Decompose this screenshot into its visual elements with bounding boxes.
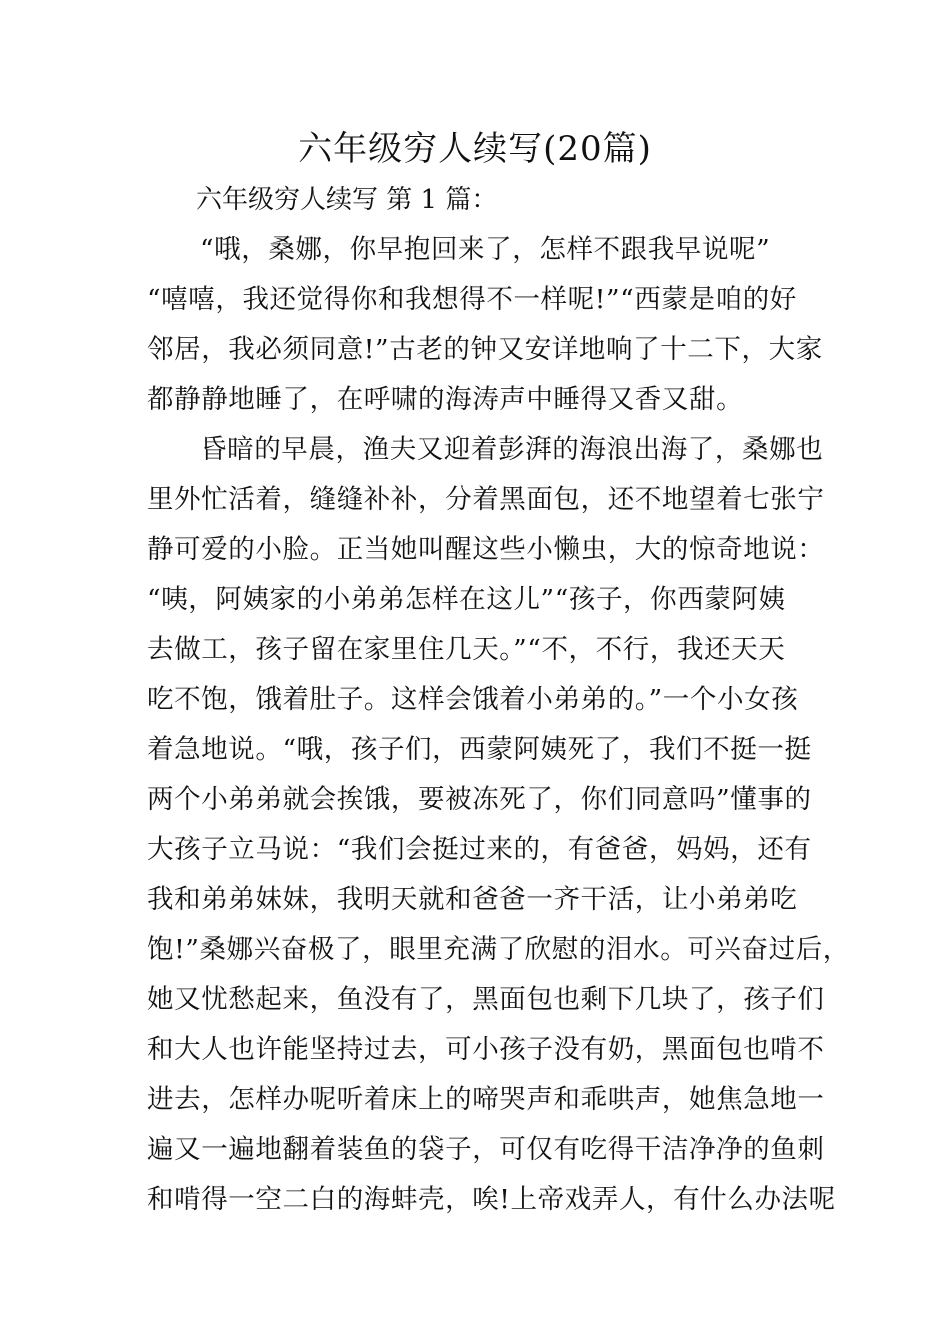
paragraph-line: 饱!”桑娜兴奋极了，眼里充满了欣慰的泪水。可兴奋过后， <box>147 934 850 965</box>
paragraph-line: 遍又一遍地翻着装鱼的袋子，可仅有吃得干洁净净的鱼刺 <box>147 1134 825 1165</box>
paragraph-line: 大孩子立马说：“我们会挺过来的，有爸爸，妈妈，还有 <box>147 834 812 865</box>
paragraph-line: 去做工，孩子留在家里住几天。”“不，不行，我还天天 <box>147 634 786 665</box>
paragraph-line: 邻居，我必须同意!”古老的钟又安详地响了十二下，大家 <box>147 334 823 365</box>
paragraph-line: 着急地说。“哦，孩子们，西蒙阿姨死了，我们不挺一挺 <box>147 734 812 765</box>
paragraph-line: “嘻嘻，我还觉得你和我想得不一样呢!”“西蒙是咱的好 <box>147 284 797 315</box>
paragraph-line: “哦，桑娜，你早抱回来了，怎样不跟我早说呢” <box>200 234 771 265</box>
paragraph-line: 两个小弟弟就会挨饿，要被冻死了，你们同意吗”懂事的 <box>147 784 812 815</box>
paragraph-line: “咦，阿姨家的小弟弟怎样在这儿”“孩子，你西蒙阿姨 <box>147 584 786 615</box>
paragraph-line: 吃不饱，饿着肚子。这样会饿着小弟弟的。”一个小女孩 <box>147 684 799 715</box>
paragraph-line: 她又忧愁起来，鱼没有了，黑面包也剩下几块了，孩子们 <box>147 984 825 1015</box>
paragraph-line: 里外忙活着，缝缝补补，分着黑面包，还不地望着七张宁 <box>147 484 825 515</box>
paragraph-line: 都静静地睡了，在呼啸的海涛声中睡得又香又甜。 <box>147 384 744 415</box>
paragraph-line: 昏暗的早晨，渔夫又迎着彭湃的海浪出海了，桑娜也 <box>200 434 824 465</box>
paragraph-line: 进去，怎样办呢听着床上的啼哭声和乖哄声，她焦急地一 <box>147 1084 825 1115</box>
paragraph-line: 和啃得一空二白的海蚌壳，唉!上帝戏弄人，有什么办法呢 <box>147 1184 836 1215</box>
article-subheading: 六年级穷人续写 第 1 篇： <box>196 185 498 215</box>
document-title: 六年级穷人续写(20篇) <box>298 129 652 169</box>
paragraph-line: 我和弟弟妹妹，我明天就和爸爸一齐干活，让小弟弟吃 <box>147 884 798 915</box>
paragraph-line: 和大人也许能坚持过去，可小孩子没有奶，黑面包也啃不 <box>147 1034 825 1065</box>
paragraph-line: 静可爱的小脸。正当她叫醒这些小懒虫，大的惊奇地说： <box>147 534 825 565</box>
